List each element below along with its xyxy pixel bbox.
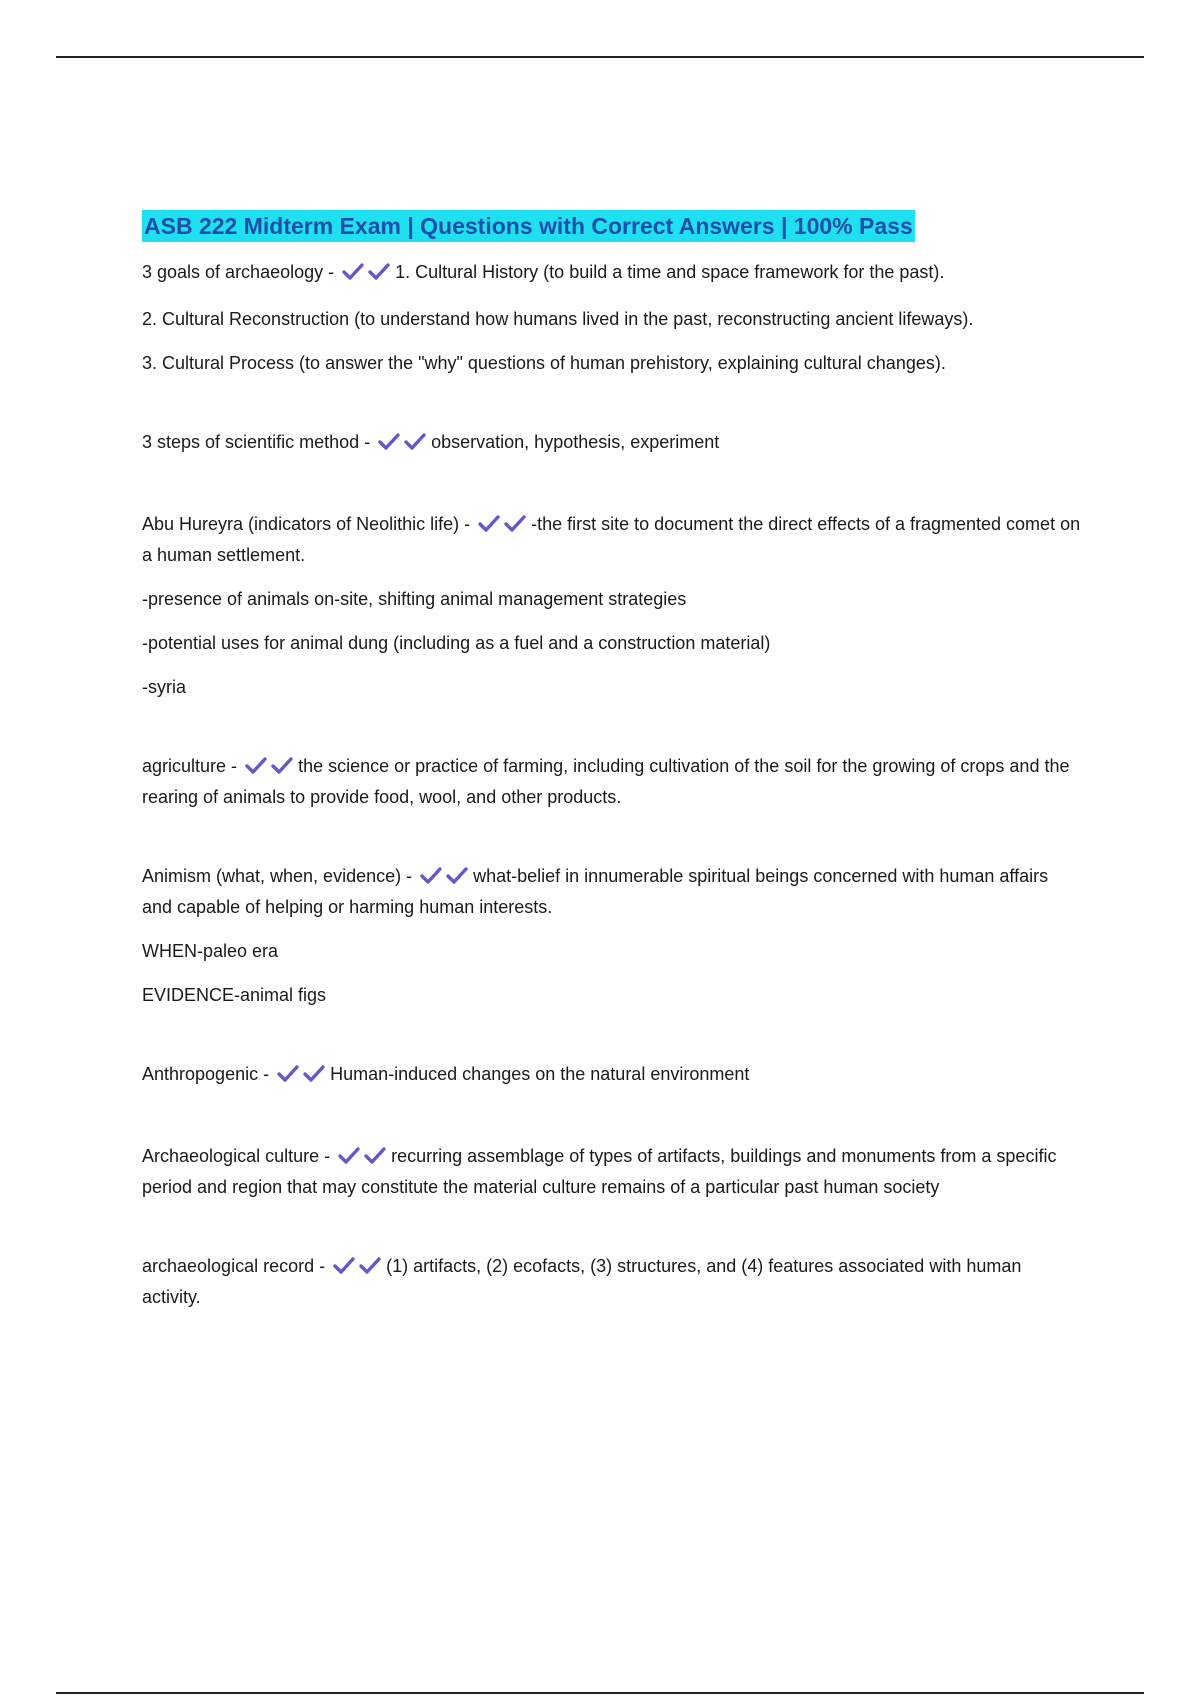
checkmark-icon — [337, 1145, 363, 1165]
qa-entry — [142, 752, 1082, 811]
checkmark-icon — [419, 865, 445, 885]
entry-term: Animism (what, when, evidence) - — [142, 866, 413, 886]
qa-entry — [142, 862, 1082, 1009]
checkmark-icon — [363, 1145, 389, 1165]
entry-term: 3 goals of archaeology - — [142, 262, 335, 282]
qa-entry — [142, 510, 1082, 701]
entry-extra-line: 3. Cultural Process (to answer the "why" questions of human prehistory, explaining cultural changes). — [142, 353, 946, 373]
entry-first-line — [142, 1252, 1082, 1311]
entry-first-line — [142, 258, 1082, 289]
qa-entry — [142, 1142, 1082, 1201]
entry-term: archaeological record - — [142, 1256, 326, 1276]
checkmark-icon — [445, 865, 471, 885]
qa-entry — [142, 1060, 1082, 1091]
entry-first-line — [142, 752, 1082, 811]
checkmark-icon — [302, 1063, 328, 1083]
entry-list — [142, 258, 1082, 1311]
answer-marker — [477, 513, 529, 541]
checkmark-icon — [244, 755, 270, 775]
answer-marker — [341, 261, 393, 289]
entry-extra-line: EVIDENCE-animal figs — [142, 985, 327, 1005]
checkmark-icon — [367, 261, 393, 281]
document-body — [142, 210, 1082, 1311]
entry-term: Anthropogenic - — [142, 1064, 270, 1084]
entry-extra-line: -syria — [142, 677, 186, 697]
answer-marker — [419, 865, 471, 893]
checkmark-icon — [276, 1063, 302, 1083]
checkmark-icon — [270, 755, 296, 775]
entry-first-line — [142, 1142, 1082, 1201]
qa-entry — [142, 428, 1082, 459]
entry-term: 3 steps of scientific method - — [142, 432, 371, 452]
checkmark-icon — [377, 431, 403, 451]
entry-answer: what-belief in innumerable spiritual beings concerned with human affairs and capable of helping or harming human interests. — [142, 866, 1049, 917]
entry-answer: observation, hypothesis, experiment — [431, 432, 720, 452]
checkmark-icon — [503, 513, 529, 533]
qa-entry — [142, 258, 1082, 377]
checkmark-icon — [332, 1255, 358, 1275]
checkmark-icon — [477, 513, 503, 533]
entry-extra-line: -potential uses for animal dung (including as a fuel and a construction material) — [142, 633, 771, 653]
entry-answer: (1) artifacts, (2) ecofacts, (3) structures, and (4) features associated with human activity. — [142, 1256, 1022, 1307]
entry-term: Archaeological culture - — [142, 1146, 331, 1166]
qa-entry — [142, 1252, 1082, 1311]
top-divider — [56, 56, 1144, 58]
answer-marker — [377, 431, 429, 459]
answer-marker — [337, 1145, 389, 1173]
entry-term: agriculture - — [142, 756, 238, 776]
answer-marker — [244, 755, 296, 783]
answer-marker — [276, 1063, 328, 1091]
entry-answer: recurring assemblage of types of artifacts, buildings and monuments from a specific period and region that may constitute the material culture remains of a particular past human society — [142, 1146, 1057, 1197]
entry-first-line — [142, 862, 1082, 921]
entry-first-line — [142, 428, 1082, 459]
document-title: ASB 222 Midterm Exam | Questions with Correct Answers | 100% Pass — [142, 210, 915, 242]
entry-extra-line: 2. Cultural Reconstruction (to understand how humans lived in the past, reconstructing ancient lifeways). — [142, 309, 974, 329]
entry-first-line — [142, 1060, 1082, 1091]
entry-term: Abu Hureyra (indicators of Neolithic life) - — [142, 514, 471, 534]
entry-answer: Human-induced changes on the natural environment — [330, 1064, 750, 1084]
entry-extra-line: -presence of animals on-site, shifting animal management strategies — [142, 589, 687, 609]
entry-answer: the science or practice of farming, including cultivation of the soil for the growing of crops and the rearing of animals to provide food, wool, and other products. — [142, 756, 1070, 807]
bottom-divider — [56, 1692, 1144, 1694]
checkmark-icon — [341, 261, 367, 281]
entry-answer: -the first site to document the direct effects of a fragmented comet on a human settlement. — [142, 514, 1081, 565]
answer-marker — [332, 1255, 384, 1283]
checkmark-icon — [358, 1255, 384, 1275]
checkmark-icon — [403, 431, 429, 451]
entry-first-line — [142, 510, 1082, 569]
entry-answer: 1. Cultural History (to build a time and space framework for the past). — [395, 262, 945, 282]
entry-extra-line: WHEN-paleo era — [142, 941, 279, 961]
